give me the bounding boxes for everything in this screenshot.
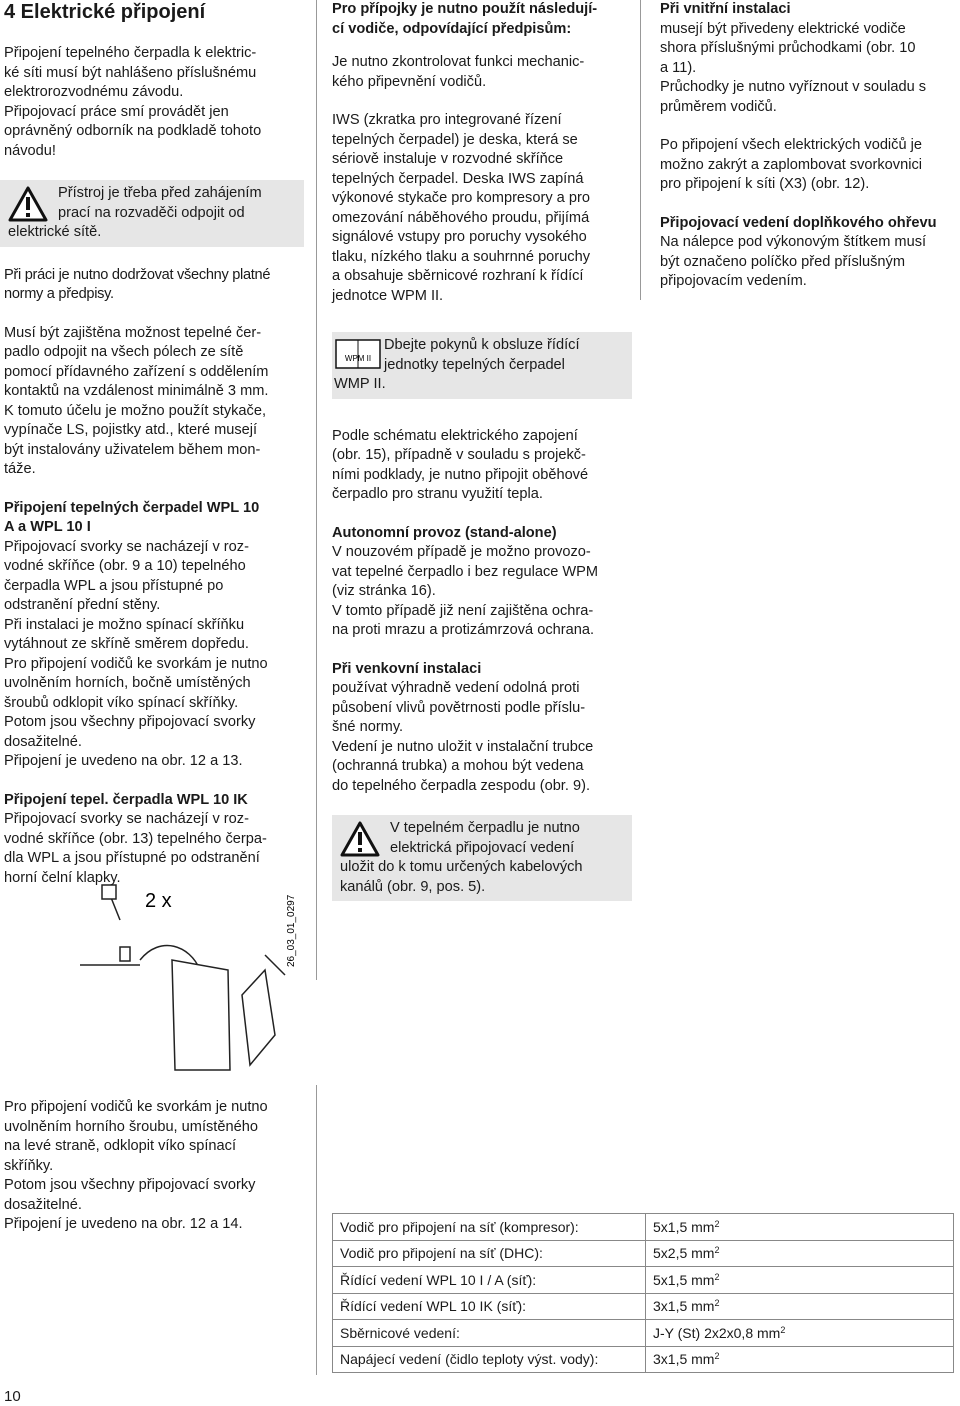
section-heading: cí vodiče, odpovídající předpisům: <box>332 20 572 37</box>
seal-paragraph <box>660 136 960 195</box>
text-line: vytáhnout ze skříně směrem dopředu. <box>4 636 249 652</box>
switchbox-cover <box>242 970 275 1065</box>
text-line: šroubů odklopit víko spínací skříňky. <box>4 694 239 711</box>
section-heading: Při vnitřní instalaci <box>660 1 791 17</box>
warning-box-cables <box>332 815 632 901</box>
text-line: průměrem vodičů. <box>660 98 777 115</box>
cables-heading <box>332 0 632 39</box>
table-cell-label: Vodič pro připojení na síť (kompresor): <box>333 1214 646 1241</box>
manual-book-icon <box>334 334 382 374</box>
column-1 <box>4 44 304 907</box>
table-cell-value: 5x1,5 $mm^2$ <box>646 1214 954 1241</box>
text-line: Dbejte pokynů k obsluze řídící <box>384 337 580 353</box>
text-line: Po připojení všech elektrických vodičů je <box>660 137 923 153</box>
text-line: padlo odpojit na všech pólech ze sítě <box>4 344 244 360</box>
table-cell-value: J-Y (St) 2x2x0,8 $mm^2$ <box>646 1320 954 1347</box>
intro-paragraph <box>4 44 304 103</box>
wpl10ik-section <box>4 791 304 889</box>
table-cell-label: Vodič pro připojení na síť (DHC): <box>333 1240 646 1267</box>
text-line: Přístroj je třeba před zahájením <box>58 185 262 201</box>
qualification-paragraph <box>4 103 304 162</box>
text-line: vodné skříňce (obr. 13) tepelného čerpa- <box>4 830 267 847</box>
column-1-bottom <box>4 1098 304 1254</box>
text-line: Připojovací svorky se nacházejí v roz- <box>4 538 249 555</box>
text-line: čerpadla WPL a jsou přístupné po <box>4 577 224 594</box>
text-line: na proti mrazu a protizámrzová ochrana. <box>332 622 594 638</box>
text-line: K tomuto účelu je možno použít stykače, <box>4 402 267 419</box>
text-line: omezování náběhového proudu, přijímá <box>332 209 590 226</box>
column-divider-1b <box>316 1085 317 1375</box>
screw-detail <box>120 947 130 961</box>
text-line: dosažitelné. <box>4 1196 82 1213</box>
text-line: vodné skříňce (obr. 9 a 10) tepelného <box>4 558 246 574</box>
text-line: elektrorozvodnému závodu. <box>4 84 184 100</box>
outdoor-section <box>332 660 632 797</box>
text-line: Je nutno zkontrolovat funkci mechanic- <box>332 54 585 70</box>
text-line: ními podklady, je nutno připojit oběhové <box>332 466 589 483</box>
table-row <box>333 1293 954 1320</box>
text-line: (ochranná trubka) a mohou být vedena <box>332 758 584 774</box>
text-line: používat výhradně vedení odolná proti <box>332 680 580 696</box>
text-line: vat tepelné čerpadlo i bez regulace WPM <box>332 563 599 580</box>
text-line: sériově instaluje v rozvodné skříňce <box>332 151 564 167</box>
text-line: čerpadlo pro stranu využití tepla. <box>332 486 543 502</box>
text-line: být instalovány uživatelem během mon- <box>4 441 261 458</box>
page-title: 4 Elektrické připojení <box>4 1 206 23</box>
switchbox-body <box>172 960 230 1070</box>
text-line: do tepelného čerpadla zespodu (obr. 9). <box>332 777 591 794</box>
text-line: jednotky tepelných čerpadel <box>384 356 565 373</box>
text-line: kanálů (obr. 9, pos. 5). <box>340 878 486 895</box>
text-line: tepelných čerpadel. Deska IWS zapíná <box>332 170 584 187</box>
text-line: elektrické sítě. <box>8 224 102 240</box>
text-line: pro připojení k síti (X3) (obr. 12). <box>660 176 870 192</box>
table-cell-value: 5x2,5 $mm^2$ <box>646 1240 954 1267</box>
text-line: Pro připojení vodičů ke svorkám je nutno <box>4 1099 268 1115</box>
section-heading: Pro přípojky je nutno použít následují- <box>332 1 598 17</box>
standards-paragraph <box>4 266 304 305</box>
ik-terminal-paragraph <box>4 1098 304 1235</box>
text-line: vypínače LS, pojistky atd., které musejí <box>4 422 258 438</box>
section-heading: Při venkovní instalaci <box>332 660 482 677</box>
text-line: kontaktů na vzdálenost minimálně 3 mm. <box>4 383 269 399</box>
table-cell-label: Sběrnicové vedení: <box>333 1320 646 1347</box>
text-line: Připojovací svorky se nacházejí v roz- <box>4 811 249 827</box>
figure-code: 26_03_01_0297 <box>286 894 297 967</box>
column-2 <box>332 0 632 920</box>
text-line: ké síti musí být nahlášeno příslušnému <box>4 64 257 81</box>
text-line: shora příslušnými průchodkami (obr. 10 <box>660 40 916 56</box>
text-line: možno zakrýt a zaplombovat svorkovnici <box>660 156 922 173</box>
page-number: 10 <box>4 1388 21 1405</box>
table-row <box>333 1267 954 1294</box>
text-line: a 11). <box>660 59 697 76</box>
text-line: (viz stránka 16). <box>332 583 436 599</box>
text-line: uložit do k tomu určených kabelových <box>340 859 583 875</box>
text-line: jednotce WPM II. <box>332 287 444 304</box>
table-cell-value: 5x1,5 $mm^2$ <box>646 1267 954 1294</box>
text-line: Připojení tepelného čerpadla k elektric- <box>4 45 257 61</box>
text-line: být označeno políčko před příslušným <box>660 253 905 270</box>
text-line: Potom jsou všechny připojovací svorky <box>4 714 256 730</box>
pump-connection-paragraph <box>332 427 632 505</box>
text-line: V tomto případě již není zajištěna ochra- <box>332 602 594 619</box>
text-line: připojovacím vedením. <box>660 273 807 289</box>
text-line: uvolněním horního šroubu, umístěného <box>4 1118 258 1135</box>
text-line: Vedení je nutno uložit v instalační trubce <box>332 738 594 755</box>
figure-multiplier: 2 x <box>145 890 172 912</box>
text-line: odstranění přední stěny. <box>4 597 161 613</box>
text-line: a obsahuje sběrnicové rozhraní k řídící <box>332 268 584 284</box>
text-line: tlaku, nízkého tlaku a souhrnné poruchy <box>332 248 590 265</box>
section-heading: Autonomní provoz (stand-alone) <box>332 524 557 541</box>
wpl10-section <box>4 499 304 772</box>
section-heading: Připojení tepel. čerpadla WPL 10 IK <box>4 791 248 808</box>
screwdriver-handle <box>102 885 116 899</box>
text-line: horní čelní klapky. <box>4 869 121 886</box>
table-row <box>333 1320 954 1347</box>
section-heading: A a WPL 10 I <box>4 519 91 535</box>
text-line: uvolněním horních, bočně umístěných <box>4 675 251 691</box>
warning-triangle-icon <box>340 821 380 857</box>
table-row <box>333 1214 954 1241</box>
text-line: normy a předpisy. <box>4 286 114 302</box>
text-line: V nouzovém případě je možno provozo- <box>332 544 591 560</box>
cable-spec-table <box>332 1213 954 1373</box>
text-line: Pro připojení vodičů ke svorkám je nutno <box>4 655 268 672</box>
column-divider-1 <box>316 0 317 980</box>
text-line: tepelných čerpadel) je deska, která se <box>332 131 578 148</box>
text-line: dosažitelné. <box>4 733 82 750</box>
text-line: WMP II. <box>334 376 386 392</box>
standalone-section <box>332 524 632 641</box>
text-line: V tepelném čerpadlu je nutno <box>390 820 580 836</box>
text-line: Musí být zajištěna možnost tepelné čer- <box>4 324 262 341</box>
table-cell-label: Řídící vedení WPL 10 IK (síť): <box>333 1293 646 1320</box>
column-3 <box>660 0 960 311</box>
column-divider-2 <box>640 0 641 300</box>
text-line: Průchodky je nutno vyříznout v souladu s <box>660 79 927 95</box>
text-line: Potom jsou všechny připojovací svorky <box>4 1177 256 1193</box>
section-heading: Připojovací vedení doplňkového ohřevu <box>660 214 937 231</box>
text-line: oprávněný odborník na podkladě tohoto <box>4 123 262 139</box>
switchbox-figure <box>80 875 310 1075</box>
section-heading: Připojení tepelných čerpadel WPL 10 <box>4 499 260 516</box>
text-line: musejí být přivedeny elektrické vodiče <box>660 20 906 37</box>
note-box-wpm <box>332 332 632 399</box>
hand-sketch <box>265 955 285 975</box>
text-line: elektrická připojovací vedení <box>390 839 575 856</box>
text-line: na levé straně, odklopit víko spínací <box>4 1138 237 1154</box>
warning-triangle-icon <box>8 186 48 222</box>
table-row <box>333 1346 954 1373</box>
text-line: pomocí přídavného zařízení s oddělením <box>4 363 269 380</box>
table-cell-value: 3x1,5 $mm^2$ <box>646 1293 954 1320</box>
text-line: Na nálepce pod výkonovým štítkem musí <box>660 234 927 250</box>
text-line: prací na rozvaděči odpojit od <box>58 204 245 221</box>
text-line: Připojení je uvedeno na obr. 12 a 14. <box>4 1216 243 1232</box>
table-cell-value: 3x1,5 $mm^2$ <box>646 1346 954 1373</box>
booster-section <box>660 214 960 292</box>
text-line: skříňky. <box>4 1157 54 1174</box>
indoor-section <box>660 0 960 117</box>
text-line: IWS (zkratka pro integrované řízení <box>332 112 562 128</box>
iws-paragraph <box>332 111 632 306</box>
text-line: Při instalaci je možno spínací skříňku <box>4 616 245 633</box>
text-line: dla WPL a jsou přístupné po odstranění <box>4 850 260 866</box>
text-line: výkonové stykače pro kompresory a pro <box>332 190 590 206</box>
text-line: táže. <box>4 461 36 477</box>
table-cell-label: Napájecí vedení (čidlo teploty výst. vody): <box>333 1346 646 1373</box>
book-icon-label: WPM II <box>344 354 372 363</box>
text-line: působení vlivů povětrnosti podle příslu- <box>332 699 586 716</box>
text-line: Připojení je uvedeno na obr. 12 a 13. <box>4 753 243 769</box>
text-line: Při práci je nutno dodržovat všechny platné <box>4 266 271 283</box>
text-line: návodu! <box>4 142 56 159</box>
text-line: Podle schématu elektrického zapojení <box>332 427 578 444</box>
text-line: (obr. 15), případně v souladu s projekč- <box>332 447 586 463</box>
disconnect-paragraph <box>4 324 304 480</box>
table-cell-label: Řídící vedení WPL 10 I / A (síť): <box>333 1267 646 1294</box>
text-line: šné normy. <box>332 719 404 735</box>
text-line: Připojovací práce smí provádět jen <box>4 103 229 120</box>
text-line: signálové vstupy pro poruchy vysokého <box>332 229 587 245</box>
text-line: kého připevnění vodičů. <box>332 73 487 90</box>
table-row <box>333 1240 954 1267</box>
warning-box-disconnect <box>0 180 304 247</box>
mechanical-check-paragraph <box>332 53 632 92</box>
